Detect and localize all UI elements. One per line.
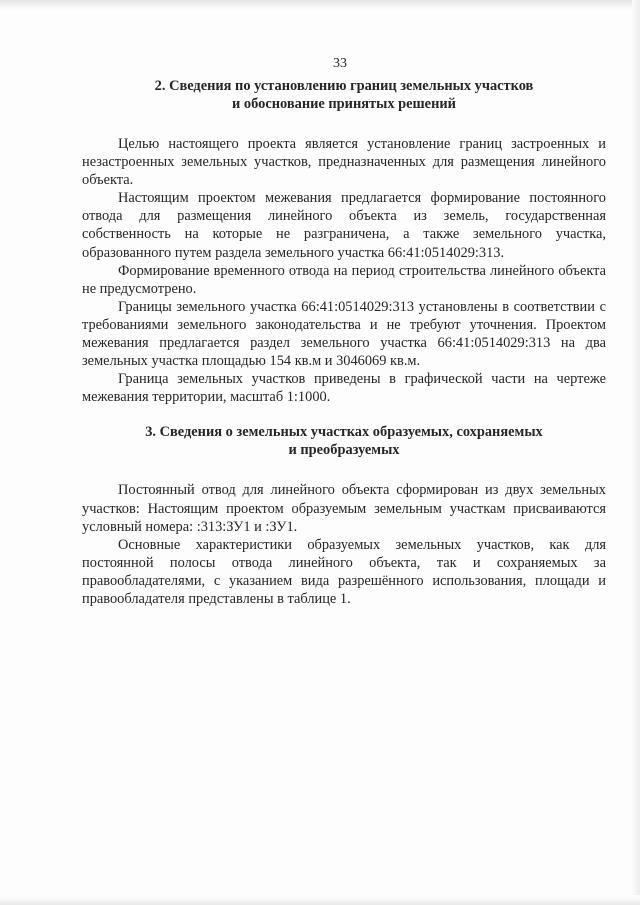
paragraph: Границы земельного участка 66:41:0514029:313 установлены в соответствии с требованиями земельного законодательства и не требуют уточнения. Проектом межевания предлагается раздел земельного участка 66:41:0514029:313 на два земельных участка площадью 154 кв.м и 3046069 кв.м.	[82, 298, 606, 370]
paragraph: Настоящим проектом межевания предлагается формирование постоянного отвода для размещения линейного объекта из земель, государственная собственность на которые не разграничена, а также земельного участка, образованного путем раздела земельного участка 66:41:0514029:313.	[82, 190, 606, 261]
paragraph: Постоянный отвод для линейного объекта сформирован из двух земельных участков: Настоящим проектом образуемым земельным участкам присваиваются условный номера: :313:ЗУ1 и :ЗУ1.	[82, 482, 606, 535]
page-number: 33	[333, 56, 347, 71]
section-heading	[82, 424, 606, 459]
page-right-edge	[632, 0, 640, 905]
section-heading	[82, 78, 606, 113]
paragraph: Основные характеристики образуемых земельных участков, как для постоянной полосы отвода линейного объекта, так и сохраняемых за правообладателями, с указанием вида разрешённого использования, площади и правообладателя представлены в таблице 1.	[82, 536, 606, 607]
document-body	[82, 78, 606, 608]
paragraph: Формирование временного отвода на период строительства линейного объекта не предусмотрено.	[82, 262, 606, 297]
section-heading-line: и преобразуемых	[288, 441, 400, 458]
section-boundaries	[82, 78, 606, 406]
section-heading-line: 3. Сведения о земельных участках образуемых, сохраняемых	[145, 424, 543, 441]
section-heading-line: и обоснование принятых решений	[232, 95, 456, 112]
paragraph: Граница земельных участков приведены в графической части на чертеже межевания территории, масштаб 1:1000.	[82, 371, 606, 406]
section-land-plots	[82, 424, 606, 608]
page-bottom-edge	[0, 895, 640, 905]
page-top-edge	[0, 0, 640, 10]
section-heading-line: 2. Сведения по установлению границ земельных участков	[154, 78, 534, 94]
paragraph: Целью настоящего проекта является установление границ застроенных и незастроенных земельных участков, предназначенных для размещения линейного объекта.	[82, 136, 606, 189]
